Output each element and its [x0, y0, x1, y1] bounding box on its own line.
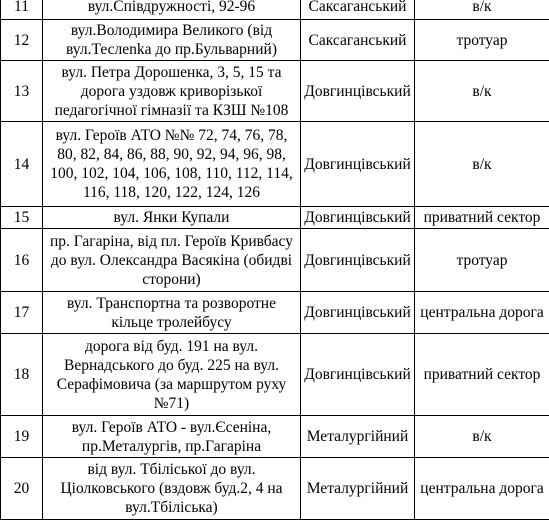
- type-cell: в/к: [415, 122, 549, 207]
- type-cell: приватний сектор: [415, 207, 549, 229]
- table-row: [1, 334, 549, 416]
- type-cell: тротуар: [415, 229, 549, 292]
- street-cell: вул. Героїв АТО №№ 72, 74, 76, 78, 80, 82, 84, 86, 88, 90, 92, 94, 96, 98, 100, 102, 104, 106, 108, 110, 112, 114, 116, 118, 120, 122, 124, 126: [43, 122, 301, 207]
- table-row: [1, 0, 549, 20]
- district-cell: Металургійний: [301, 458, 415, 520]
- type-cell: приватний сектор: [415, 334, 549, 416]
- row-number: 14: [1, 122, 43, 207]
- street-cell: вул. Транспортна та розворотне кільце тролейбусу: [43, 292, 301, 334]
- district-cell: Довгинцівський: [301, 61, 415, 122]
- district-cell: Довгинцівський: [301, 207, 415, 229]
- type-cell: центральна дорога: [415, 292, 549, 334]
- row-number: 16: [1, 229, 43, 292]
- district-cell: Довгинцівський: [301, 334, 415, 416]
- street-cell: від вул. Тбіліської до вул. Ціолковського (вздовж буд.2, 4 на вул.Тбіліська): [43, 458, 301, 520]
- row-number: 20: [1, 458, 43, 520]
- street-cell: пр. Гагаріна, від пл. Героїв Кривбасу до вул. Олександра Васякіна (обидві сторони): [43, 229, 301, 292]
- district-cell: Довгинцівський: [301, 229, 415, 292]
- district-cell: Довгинцівський: [301, 122, 415, 207]
- row-number: 18: [1, 334, 43, 416]
- row-number: 17: [1, 292, 43, 334]
- district-cell: Металургійний: [301, 416, 415, 458]
- table-row: [1, 416, 549, 458]
- street-cell: вул. Петра Дорошенка, 3, 5, 15 та дорога уздовж криворізької педагогічної гімназії та КЗШ №108: [43, 61, 301, 122]
- district-cell: Саксаганський: [301, 0, 415, 20]
- table-row: [1, 61, 549, 122]
- row-number: 19: [1, 416, 43, 458]
- type-cell: тротуар: [415, 20, 549, 61]
- street-cell: вул.Співдружності, 92-96: [43, 0, 301, 20]
- row-number: 13: [1, 61, 43, 122]
- row-number: 12: [1, 20, 43, 61]
- type-cell: в/к: [415, 61, 549, 122]
- table-row: [1, 122, 549, 207]
- row-number: 11: [1, 0, 43, 20]
- table-row: [1, 292, 549, 334]
- table-row: [1, 20, 549, 61]
- table-row: [1, 207, 549, 229]
- type-cell: центральна дорога: [415, 458, 549, 520]
- row-number: 15: [1, 207, 43, 229]
- table-row: [1, 229, 549, 292]
- type-cell: в/к: [415, 0, 549, 20]
- street-cell: вул. Героїв АТО - вул.Єсеніна, пр.Металургів, пр.Гагаріна: [43, 416, 301, 458]
- street-cell: дорога від буд. 191 на вул. Вернадського до буд. 225 на вул. Серафімовича (за маршрутом руху №71): [43, 334, 301, 416]
- street-cell: вул. Янки Купали: [43, 207, 301, 229]
- table-row: [1, 458, 549, 520]
- district-cell: Довгинцівський: [301, 292, 415, 334]
- district-cell: Саксаганський: [301, 20, 415, 61]
- type-cell: в/к: [415, 416, 549, 458]
- street-cell: вул.Володимира Великого (від вул.Теслenka до пр.Бульварний): [43, 20, 301, 61]
